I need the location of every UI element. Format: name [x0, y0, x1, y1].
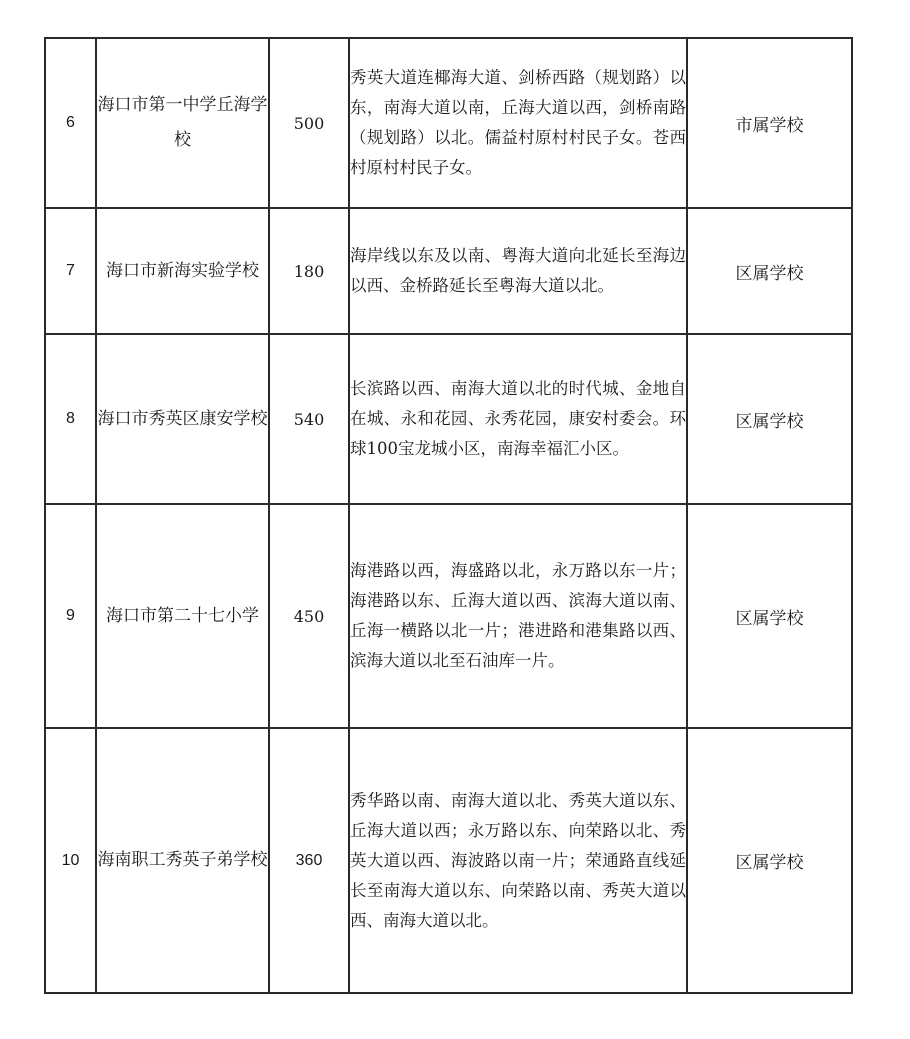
enrollment-capacity: 360 — [269, 728, 349, 993]
row-number: 6 — [45, 38, 96, 208]
school-district-table — [44, 37, 853, 994]
enrollment-capacity: 450 — [269, 504, 349, 728]
table-row — [45, 38, 852, 208]
catchment-area: 秀英大道连椰海大道、剑桥西路（规划路）以东，南海大道以南，丘海大道以西，剑桥南路（规划路）以北。儒益村原村村民子女。苍西村原村村民子女。 — [349, 38, 687, 208]
school-name: 海口市第二十七小学 — [96, 504, 269, 728]
school-name: 海口市秀英区康安学校 — [96, 334, 269, 504]
school-name: 海南职工秀英子弟学校 — [96, 728, 269, 993]
row-number: 10 — [45, 728, 96, 993]
row-number: 7 — [45, 208, 96, 334]
table-row — [45, 728, 852, 993]
row-number: 9 — [45, 504, 96, 728]
table-row — [45, 334, 852, 504]
school-type: 区属学校 — [687, 504, 852, 728]
catchment-area: 长滨路以西、南海大道以北的时代城、金地自在城、永和花园、永秀花园，康安村委会。环球100宝龙城小区，南海幸福汇小区。 — [349, 334, 687, 504]
school-type: 市属学校 — [687, 38, 852, 208]
catchment-area: 秀华路以南、南海大道以北、秀英大道以东、丘海大道以西；永万路以东、向荣路以北、秀英大道以西、海波路以南一片；荣通路直线延长至南海大道以东、向荣路以南、秀英大道以西、南海大道以北。 — [349, 728, 687, 993]
row-number: 8 — [45, 334, 96, 504]
enrollment-capacity: 540 — [269, 334, 349, 504]
school-type: 区属学校 — [687, 728, 852, 993]
school-name: 海口市第一中学丘海学校 — [96, 38, 269, 208]
catchment-area: 海港路以西，海盛路以北，永万路以东一片；海港路以东、丘海大道以西、滨海大道以南、丘海一横路以北一片；港进路和港集路以西、滨海大道以北至石油库一片。 — [349, 504, 687, 728]
school-name: 海口市新海实验学校 — [96, 208, 269, 334]
school-type: 区属学校 — [687, 208, 852, 334]
table-row — [45, 504, 852, 728]
enrollment-capacity: 500 — [269, 38, 349, 208]
enrollment-capacity: 180 — [269, 208, 349, 334]
school-type: 区属学校 — [687, 334, 852, 504]
catchment-area: 海岸线以东及以南、粤海大道向北延长至海边以西、金桥路延长至粤海大道以北。 — [349, 208, 687, 334]
table-row — [45, 208, 852, 334]
